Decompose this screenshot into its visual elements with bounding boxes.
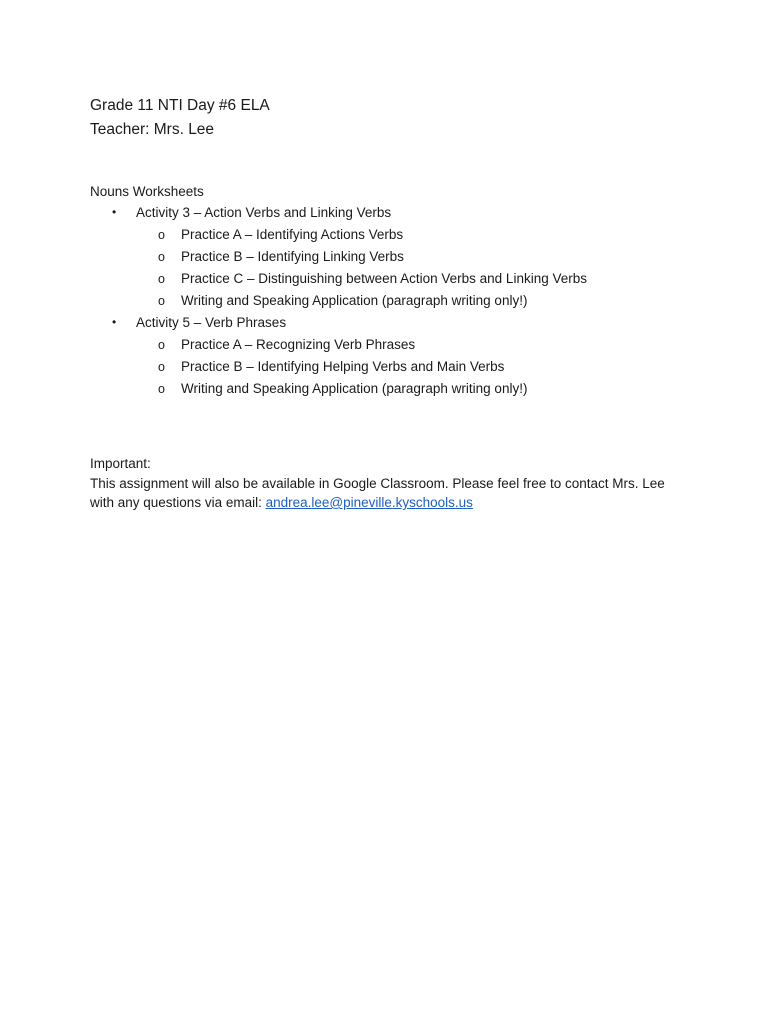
activity-label: Activity 3 – Action Verbs and Linking Verbs (136, 205, 392, 220)
practice-list (136, 224, 587, 312)
activity-item (90, 202, 587, 312)
circle-bullet-icon: o (158, 294, 165, 308)
teacher-name: Teacher: Mrs. Lee (90, 121, 215, 138)
practice-label: Practice A – Identifying Actions Verbs (181, 227, 404, 242)
email-link[interactable]: andrea.lee@pineville.kyschools.us (265, 495, 473, 510)
practice-item (136, 334, 587, 356)
practice-item (136, 268, 587, 290)
activity-item (90, 312, 587, 400)
worksheets-section (90, 182, 587, 400)
document-title: Grade 11 NTI Day #6 ELA (90, 97, 270, 114)
circle-bullet-icon: o (158, 382, 165, 396)
activity-list (90, 202, 587, 400)
important-body: This assignment will also be available in Google Classroom. Please feel free to contact Mrs. Lee with any questions via email: (90, 475, 665, 510)
activity-label: Activity 5 – Verb Phrases (136, 315, 287, 330)
practice-label: Practice A – Recognizing Verb Phrases (181, 337, 416, 352)
bullet-icon: • (112, 315, 117, 329)
practice-label: Writing and Speaking Application (paragraph writing only!) (181, 381, 528, 396)
circle-bullet-icon: o (158, 250, 165, 264)
practice-label: Practice B – Identifying Linking Verbs (181, 249, 404, 264)
important-text (90, 474, 690, 513)
practice-list (136, 334, 587, 400)
circle-bullet-icon: o (158, 338, 165, 352)
important-label: Important: (90, 456, 151, 471)
practice-item (136, 224, 587, 246)
circle-bullet-icon: o (158, 272, 165, 286)
practice-label: Writing and Speaking Application (paragraph writing only!) (181, 293, 528, 308)
practice-label: Practice C – Distinguishing between Action Verbs and Linking Verbs (181, 271, 587, 286)
bullet-icon: • (112, 205, 117, 219)
circle-bullet-icon: o (158, 228, 165, 242)
worksheets-title: Nouns Worksheets (90, 184, 204, 199)
important-section (90, 454, 690, 513)
circle-bullet-icon: o (158, 360, 165, 374)
practice-item (136, 290, 587, 312)
practice-item (136, 246, 587, 268)
document-header (90, 94, 270, 142)
practice-item (136, 356, 587, 378)
practice-item (136, 378, 587, 400)
practice-label: Practice B – Identifying Helping Verbs and Main Verbs (181, 359, 505, 374)
